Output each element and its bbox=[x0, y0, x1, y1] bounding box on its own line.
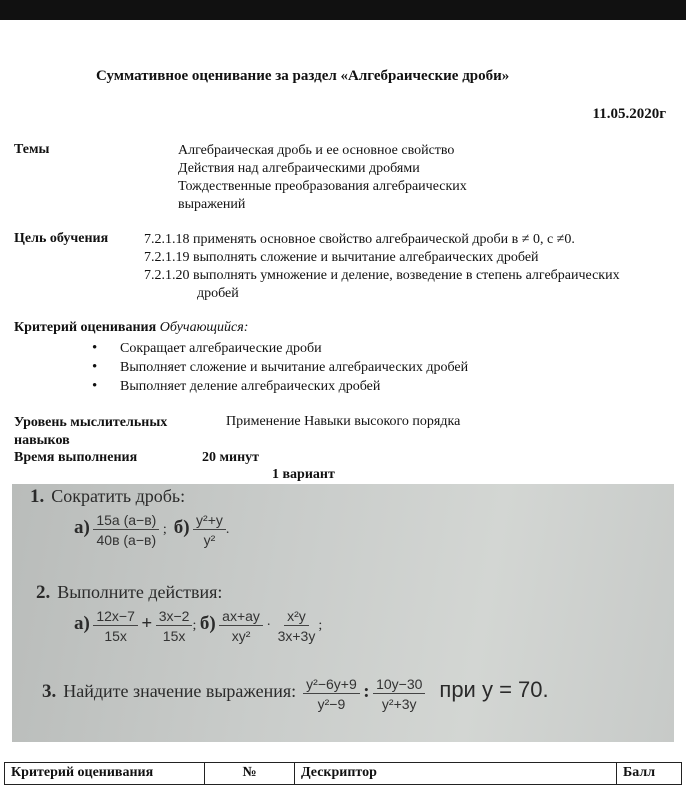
fraction bbox=[156, 608, 193, 644]
criteria-item: • Сокращает алгебраические дроби bbox=[92, 339, 468, 358]
criteria-heading bbox=[14, 320, 248, 336]
fraction bbox=[303, 676, 360, 712]
separator: ; bbox=[318, 618, 323, 634]
task-3 bbox=[42, 676, 549, 712]
denominator: 15x bbox=[104, 628, 127, 644]
numerator: y²−6y+9 bbox=[303, 676, 360, 694]
part-label: б) bbox=[199, 613, 216, 635]
numerator: ax+ay bbox=[219, 608, 263, 626]
topic-line: Действия над алгебраическими дробями bbox=[178, 161, 420, 176]
goals-label: Цель обучения bbox=[14, 231, 109, 246]
table-header-row bbox=[5, 763, 682, 785]
numerator: y²+y bbox=[193, 512, 226, 530]
header-cell: Дескриптор bbox=[295, 763, 617, 785]
criteria-table bbox=[4, 762, 682, 785]
separator: ; bbox=[162, 522, 167, 538]
numerator: 12x−7 bbox=[93, 608, 138, 626]
level-label-line: навыков bbox=[14, 433, 70, 448]
topic-line: Тождественные преобразования алгебраических bbox=[178, 179, 467, 194]
criteria-item: • Выполняет деление алгебраических дробей bbox=[92, 377, 468, 396]
task-2-heading bbox=[36, 582, 222, 604]
tasks-photo bbox=[12, 484, 674, 742]
topic-line: Алгебраическая дробь и ее основное свойство bbox=[178, 143, 455, 158]
criteria-sub: Обучающийся: bbox=[159, 320, 249, 335]
task-number: 3. bbox=[42, 681, 57, 703]
task-1-expr bbox=[74, 512, 229, 548]
denominator: 3x+3y bbox=[277, 628, 316, 644]
time-label: Время выполнения bbox=[14, 450, 138, 465]
denominator: 40в (a−в) bbox=[96, 532, 157, 548]
header-cell: Балл bbox=[617, 763, 682, 785]
criteria-item: • Выполняет сложение и вычитание алгебраических дробей bbox=[92, 358, 468, 377]
task-text: Выполните действия: bbox=[57, 582, 223, 602]
topic-line: выражений bbox=[178, 197, 246, 212]
task-text: Сократить дробь: bbox=[51, 486, 186, 506]
separator: . bbox=[225, 522, 230, 538]
fraction bbox=[373, 676, 425, 712]
task-text: Найдите значение выражения: bbox=[63, 681, 297, 702]
document-date: 11.05.2020г bbox=[592, 106, 666, 122]
goals-list bbox=[144, 231, 620, 303]
level-label-line: Уровень мыслительных bbox=[14, 415, 168, 430]
numerator: 15a (a−в) bbox=[93, 512, 159, 530]
denominator: y²+3y bbox=[381, 696, 417, 712]
numerator: 10y−30 bbox=[373, 676, 425, 694]
topics-label: Темы bbox=[14, 142, 50, 157]
goal-line: дробей bbox=[197, 286, 239, 301]
fraction bbox=[93, 512, 159, 548]
task-number: 1. bbox=[30, 486, 45, 507]
denominator: y² bbox=[203, 532, 216, 548]
numerator: 3x−2 bbox=[156, 608, 193, 626]
fraction bbox=[193, 512, 226, 548]
separator: ; bbox=[192, 618, 197, 634]
numerator: x²y bbox=[284, 608, 309, 626]
time-value: 20 минут bbox=[202, 450, 260, 465]
operator: : bbox=[363, 681, 370, 703]
part-label: а) bbox=[74, 517, 90, 539]
fraction bbox=[219, 608, 263, 644]
fraction bbox=[275, 608, 319, 644]
operator: + bbox=[141, 613, 153, 635]
criteria-label: Критерий оценивания bbox=[14, 320, 157, 335]
condition: при y = 70. bbox=[439, 677, 549, 703]
task-number: 2. bbox=[36, 582, 51, 603]
denominator: y²−9 bbox=[317, 696, 346, 712]
task-2-expr bbox=[74, 608, 322, 644]
goal-line: 7.2.1.20 выполнять умножение и деление, возведение в степень алгебраических bbox=[144, 268, 620, 283]
header-cell: Критерий оценивания bbox=[5, 763, 205, 785]
operator: · bbox=[266, 618, 272, 634]
task-1-heading bbox=[30, 486, 185, 508]
criteria-list bbox=[92, 339, 468, 396]
top-black-bar bbox=[0, 0, 686, 20]
denominator: xy² bbox=[231, 628, 251, 644]
topics-list bbox=[178, 142, 467, 214]
level-value: Применение Навыки высокого порядка bbox=[226, 414, 461, 429]
part-label: а) bbox=[74, 613, 90, 635]
header-cell: № bbox=[205, 763, 295, 785]
variant-label: 1 вариант bbox=[272, 467, 335, 482]
part-label: б) bbox=[173, 517, 190, 539]
denominator: 15x bbox=[162, 628, 186, 644]
document-title: Суммативное оценивание за раздел «Алгебраические дроби» bbox=[96, 68, 510, 84]
goal-line: 7.2.1.18 применять основное свойство алгебраической дроби в ≠ 0, с ≠0. bbox=[144, 232, 575, 247]
level-label bbox=[14, 414, 167, 450]
fraction bbox=[93, 608, 138, 644]
goal-line: 7.2.1.19 выполнять сложение и вычитание алгебраических дробей bbox=[144, 250, 539, 265]
